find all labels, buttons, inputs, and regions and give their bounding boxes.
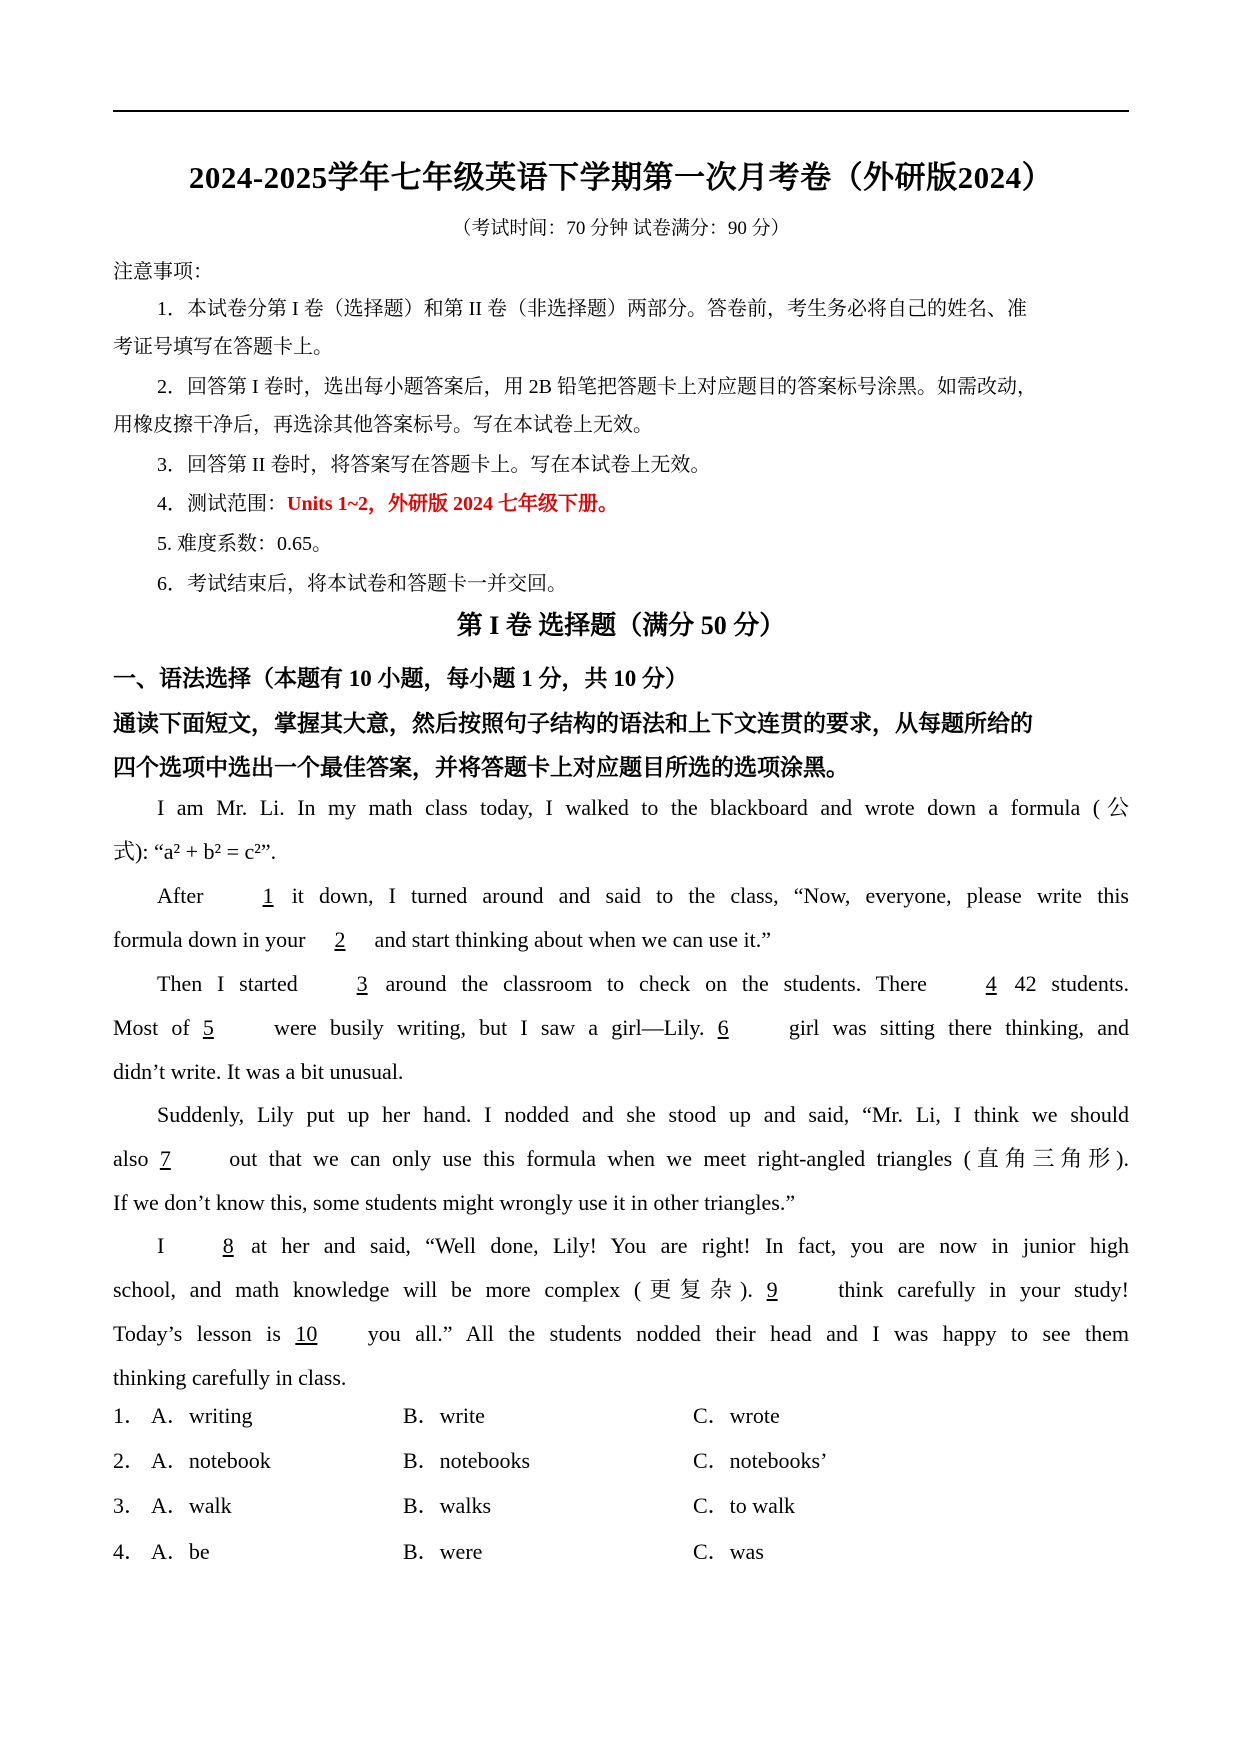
option-b: B．write bbox=[403, 1403, 485, 1428]
exam-title: 2024-2025学年七年级英语下学期第一次月考卷（外研版2024） bbox=[188, 160, 1054, 195]
section-1-instruction: 通读下面短文，掌握其大意，然后按照句子结构的语法和上下文连贯的要求，从每题所给的 bbox=[113, 711, 1033, 736]
option-a: A．be bbox=[151, 1539, 210, 1564]
option-b: B．walks bbox=[403, 1493, 492, 1518]
option-b: B．were bbox=[403, 1539, 483, 1564]
passage-line: also 7 out that we can only use this formula when we meet right-angled triangles (直角三角形). bbox=[113, 1137, 1129, 1181]
passage-paragraph-2 bbox=[113, 874, 1129, 962]
blank-9: 9 bbox=[766, 1277, 778, 1302]
blank-3: 3 bbox=[356, 971, 368, 996]
passage-paragraph-3 bbox=[113, 962, 1129, 1094]
option-c: C．to walk bbox=[693, 1493, 796, 1518]
option-c: C．wrote bbox=[693, 1403, 780, 1428]
option-b: B．notebooks bbox=[403, 1448, 531, 1473]
passage-line: Today’s lesson is 10 you all.” All the students nodded their head and I was happy to see them bbox=[113, 1312, 1129, 1356]
notice-item-5: 5. 难度系数：0.65。 bbox=[157, 533, 332, 555]
passage-paragraph-4 bbox=[113, 1093, 1129, 1225]
notice-item-4-label: 4．测试范围： bbox=[157, 493, 287, 515]
blank-8: 8 bbox=[222, 1233, 234, 1258]
question-options-3 bbox=[113, 1489, 1129, 1529]
option-a: A．notebook bbox=[151, 1448, 271, 1473]
question-number: 4． bbox=[113, 1539, 147, 1564]
blank-4: 4 bbox=[985, 971, 997, 996]
question-number: 2． bbox=[113, 1448, 147, 1473]
passage-line: formula down in your 2 and start thinking about when we can use it.” bbox=[113, 918, 1129, 962]
notice-item-1: 1．本试卷分第 I 卷（选择题）和第 II 卷（非选择题）两部分。答卷前，考生务必将自己的姓名、准 bbox=[157, 298, 1027, 320]
option-a: A．writing bbox=[151, 1403, 253, 1428]
notice-item-1-cont: 考证号填写在答题卡上。 bbox=[113, 336, 333, 358]
passage-line: school, and math knowledge will be more complex (更复杂). 9 think carefully in your study! bbox=[113, 1268, 1129, 1312]
blank-6: 6 bbox=[717, 1015, 729, 1040]
section-1-title: 一、语法选择（本题有 10 小题，每小题 1 分，共 10 分） bbox=[113, 666, 688, 691]
option-c: C．was bbox=[693, 1539, 764, 1564]
notice-heading: 注意事项： bbox=[113, 261, 213, 283]
blank-5: 5 bbox=[202, 1015, 214, 1040]
passage-paragraph-1 bbox=[113, 786, 1129, 874]
notice-item-3: 3．回答第 II 卷时，将答案写在答题卡上。写在本试卷上无效。 bbox=[157, 454, 711, 476]
top-rule bbox=[113, 110, 1129, 112]
passage-line: I 8 at her and said, “Well done, Lily! You are right! In fact, you are now in junior high bbox=[113, 1224, 1129, 1268]
blank-10: 10 bbox=[295, 1321, 318, 1346]
part-1-title: 第 I 卷 选择题（满分 50 分） bbox=[456, 611, 786, 640]
passage-line: Suddenly, Lily put up her hand. I nodded and she stood up and said, “Mr. Li, I think we should bbox=[157, 1102, 1129, 1127]
passage-line: didn’t write. It was a bit unusual. bbox=[113, 1059, 404, 1084]
notice-item-2: 2．回答第 I 卷时，选出每小题答案后，用 2B 铅笔把答题卡上对应题目的答案标号涂黑。如需改动， bbox=[157, 376, 1037, 398]
notice-item-4 bbox=[157, 487, 618, 516]
passage-line: Then I started 3 around the classroom to check on the students. There 4 42 students. bbox=[113, 962, 1129, 1006]
blank-1: 1 bbox=[262, 883, 274, 908]
passage-line: thinking carefully in class. bbox=[113, 1365, 347, 1390]
question-options-4 bbox=[113, 1535, 1129, 1575]
option-c: C．notebooks’ bbox=[693, 1448, 828, 1473]
passage-line: 式): “a² + b² = c²”. bbox=[113, 839, 277, 864]
section-1-instruction-cont: 四个选项中选出一个最佳答案，并将答题卡上对应题目所选的选项涂黑。 bbox=[113, 755, 849, 780]
question-number: 3． bbox=[113, 1493, 147, 1518]
passage-line: After 1 it down, I turned around and said to the class, “Now, everyone, please write this bbox=[113, 874, 1129, 918]
test-range: Units 1~2，外研版 2024 七年级下册。 bbox=[287, 493, 618, 515]
exam-subtitle: （考试时间：70 分钟 试卷满分：90 分） bbox=[452, 218, 790, 239]
blank-7: 7 bbox=[159, 1146, 171, 1171]
passage-line: Most of 5 were busily writing, but I saw a girl—Lily. 6 girl was sitting there thinking, and bbox=[113, 1006, 1129, 1050]
notice-item-2-cont: 用橡皮擦干净后，再选涂其他答案标号。写在本试卷上无效。 bbox=[113, 414, 653, 436]
question-options-1 bbox=[113, 1399, 1129, 1439]
passage-line: I am Mr. Li. In my math class today, I walked to the blackboard and wrote down a formula (公 bbox=[157, 795, 1129, 820]
passage-paragraph-5 bbox=[113, 1224, 1129, 1400]
notice-item-6: 6．考试结束后，将本试卷和答题卡一并交回。 bbox=[157, 573, 567, 595]
question-number: 1． bbox=[113, 1403, 147, 1428]
option-a: A．walk bbox=[151, 1493, 232, 1518]
blank-2: 2 bbox=[334, 927, 346, 952]
question-options-2 bbox=[113, 1444, 1129, 1484]
passage-line: If we don’t know this, some students might wrongly use it in other triangles.” bbox=[113, 1190, 796, 1215]
